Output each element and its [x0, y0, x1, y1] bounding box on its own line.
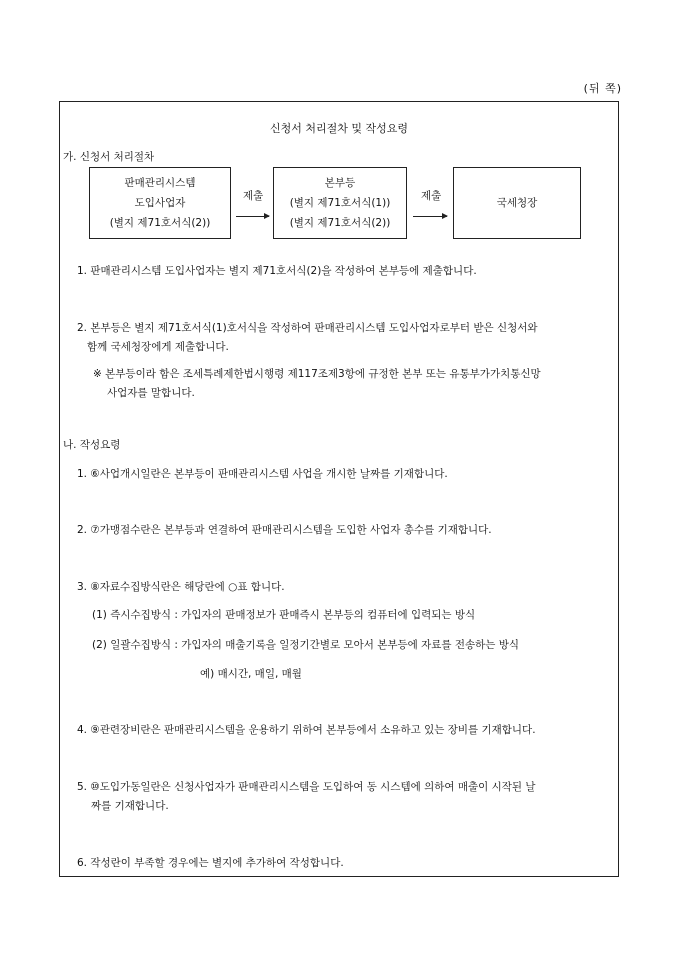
flow-box-applicant-line1: 판매관리시스템 [124, 177, 196, 189]
na-item-6: 6. 작성란이 부족할 경우에는 별지에 추가하여 작성합니다. [77, 857, 344, 869]
flow-box-applicant [89, 167, 231, 239]
flow-arrow1-label: 제출 [243, 190, 264, 202]
na-item-3: 3. ⑧자료수집방식란은 해당란에 ○표 합니다. [77, 581, 285, 593]
back-page-label: (뒤 쪽) [583, 82, 622, 95]
ga-note-line2: 사업자를 말합니다. [107, 387, 195, 399]
flow-box-commissioner [453, 167, 581, 239]
ga-item-1: 1. 판매관리시스템 도입사업자는 별지 제71호서식(2)을 작성하여 본부등에 제출합니다. [77, 265, 477, 277]
ga-item-2-line1: 2. 본부등은 별지 제71호서식(1)호서식을 작성하여 판매관리시스템 도입사업자로부터 받은 신청서와 [77, 322, 538, 334]
na-item-3-example: 예) 매시간, 매일, 매월 [200, 668, 302, 680]
na-item-2: 2. ⑦가맹점수란은 본부등과 연결하여 판매관리시스템을 도입한 사업자 총수를 기재합니다. [77, 524, 492, 536]
flow-box-headquarters-line1: 본부등 [324, 177, 356, 189]
flow-box-headquarters-line2: (별지 제71호서식(1)) [289, 197, 391, 209]
na-item-1: 1. ⑥사업개시일란은 본부등이 판매관리시스템 사업을 개시한 날짜를 기재합니다. [77, 468, 448, 480]
section-ga-heading: 가. 신청서 처리절차 [63, 151, 155, 163]
document-title: 신청서 처리절차 및 작성요령 [269, 122, 408, 135]
flow-box-applicant-line2: 도입사업자 [134, 197, 186, 209]
section-na-heading: 나. 작성요령 [63, 439, 121, 451]
flow-arrow2-label: 제출 [421, 190, 442, 202]
ga-item-2-line2: 함께 국세청장에게 제출합니다. [87, 341, 229, 353]
na-item-3-sub2: (2) 일괄수집방식 : 가입자의 매출기록을 일정기간별로 모아서 본부등에 자료를 전송하는 방식 [92, 639, 520, 651]
flow-box-commissioner-label: 국세청장 [496, 197, 538, 209]
na-item-3-sub1: (1) 즉시수집방식 : 가입자의 판매정보가 판매즉시 본부등의 컴퓨터에 입력되는 방식 [92, 609, 476, 621]
ga-note-line1: ※ 본부등이라 함은 조세특례제한법시행령 제117조제3항에 규정한 본부 또는 유통부가가치통신망 [93, 368, 541, 380]
na-item-5-line1: 5. ⑩도입가동일란은 신청사업자가 판매관리시스템을 도입하여 동 시스템에 의하여 매출이 시작된 날 [77, 781, 536, 793]
flow-box-headquarters-line3: (별지 제71호서식(2)) [289, 217, 391, 229]
na-item-5-line2: 짜를 기재합니다. [91, 800, 169, 812]
flow-box-headquarters [273, 167, 407, 239]
flow-arrow1 [236, 216, 269, 217]
flow-arrow2 [413, 216, 447, 217]
na-item-4: 4. ⑨관련장비란은 판매관리시스템을 운용하기 위하여 본부등에서 소유하고 있는 장비를 기재합니다. [77, 724, 536, 736]
flow-box-applicant-line3: (별지 제71호서식(2)) [109, 217, 211, 229]
instructions-frame [59, 101, 619, 877]
